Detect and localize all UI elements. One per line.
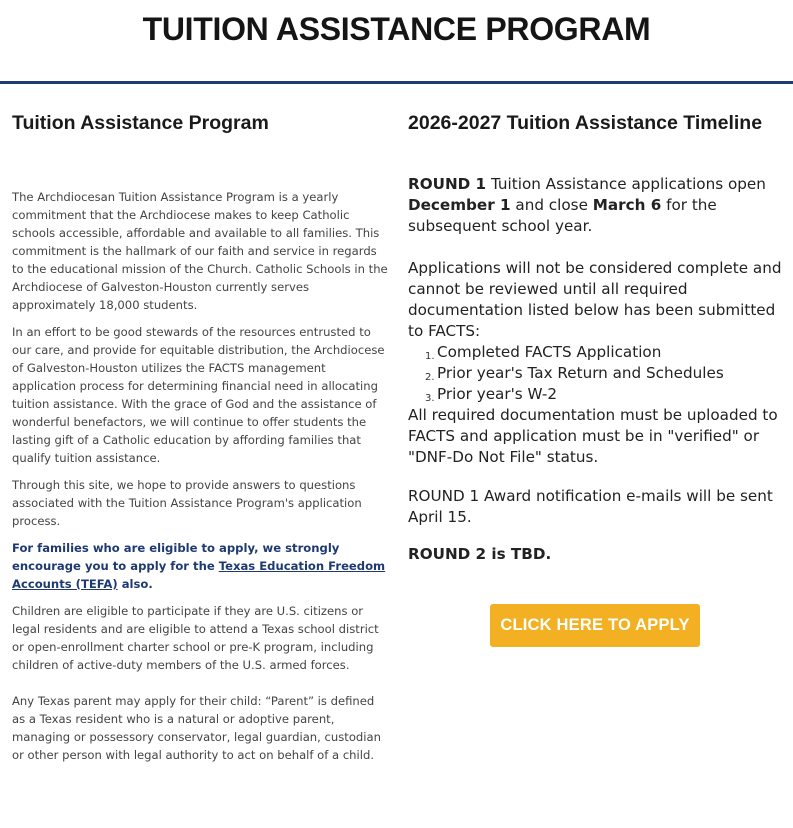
- program-section-title: Tuition Assistance Program: [12, 112, 269, 134]
- close-date: March 6: [592, 196, 662, 214]
- list-item: Completed FACTS Application: [437, 343, 662, 361]
- tefa-paragraph: [12, 539, 390, 593]
- apply-button[interactable]: CLICK HERE TO APPLY: [490, 604, 700, 647]
- tefa-text-tail: also.: [117, 577, 153, 591]
- page-title: TUITION ASSISTANCE PROGRAM: [142, 11, 651, 47]
- round2-status: ROUND 2 is TBD.: [408, 545, 552, 563]
- parent-definition-paragraph: Any Texas parent may apply for their child: “Parent” is defined as a Texas resident who is a natural or adoptive parent, managing or possessory conservator, legal guardian, custodian or other person with legal authority to act on behalf of a child.: [12, 694, 381, 762]
- requirements-list: [408, 342, 786, 405]
- round1-schedule: ROUND 1 Tuition Assistance applications open December 1 and close March 6 for the subsequent school year.: [408, 175, 766, 235]
- open-date: December 1: [408, 196, 511, 214]
- award-notification: ROUND 1 Award notification e-mails will be sent April 15.: [408, 487, 773, 526]
- stewardship-paragraph: In an effort to be good stewards of the resources entrusted to our care, and provide for equitable distribution, the Archdiocese of Galveston-Houston utilizes the FACTS management application process for determining financial need in allocating tuition assistance. With the grace of God and the assistance of wonderful benefactors, we will continue to offer students the lasting gift of a Catholic education by affording families that qualify tuition assistance.: [12, 325, 385, 465]
- site-purpose-paragraph: Through this site, we hope to provide answers to questions associated with the Tuition Assistance Program's application process.: [12, 478, 362, 528]
- eligibility-paragraph: Children are eligible to participate if they are U.S. citizens or legal residents and are eligible to attend a Texas school district or open-enrollment charter school or pre-K program, including children of active-duty members of the U.S. armed forces.: [12, 604, 379, 672]
- tefa-link[interactable]: Texas Education Freedom Accounts (TEFA): [12, 559, 386, 591]
- tefa-text-lead: For families who are eligible to apply, we strongly encourage you to apply for the: [12, 541, 340, 573]
- round1-label: ROUND 1: [408, 175, 487, 193]
- list-item: Prior year's W-2: [437, 385, 558, 403]
- list-item: Prior year's Tax Return and Schedules: [437, 364, 724, 382]
- timeline-section-title: 2026-2027 Tuition Assistance Timeline: [408, 112, 763, 134]
- header-divider: [0, 81, 793, 84]
- upload-note: All required documentation must be uploaded to FACTS and application must be in "verified" or "DNF-Do Not File" status.: [408, 406, 778, 466]
- requirements-intro: Applications will not be considered complete and cannot be reviewed until all required documentation listed below has been submitted to FACTS:: [408, 259, 782, 340]
- intro-paragraph: The Archdiocesan Tuition Assistance Program is a yearly commitment that the Archdiocese makes to keep Catholic schools accessible, affordable and available to all families. This commitment is the hallmark of our faith and service in regards to the educational mission of the Church. Catholic Schools in the Archdiocese of Galveston-Houston currently serves approximately 18,000 students.: [12, 190, 388, 312]
- program-overview: [12, 108, 390, 773]
- timeline-section: [408, 108, 786, 565]
